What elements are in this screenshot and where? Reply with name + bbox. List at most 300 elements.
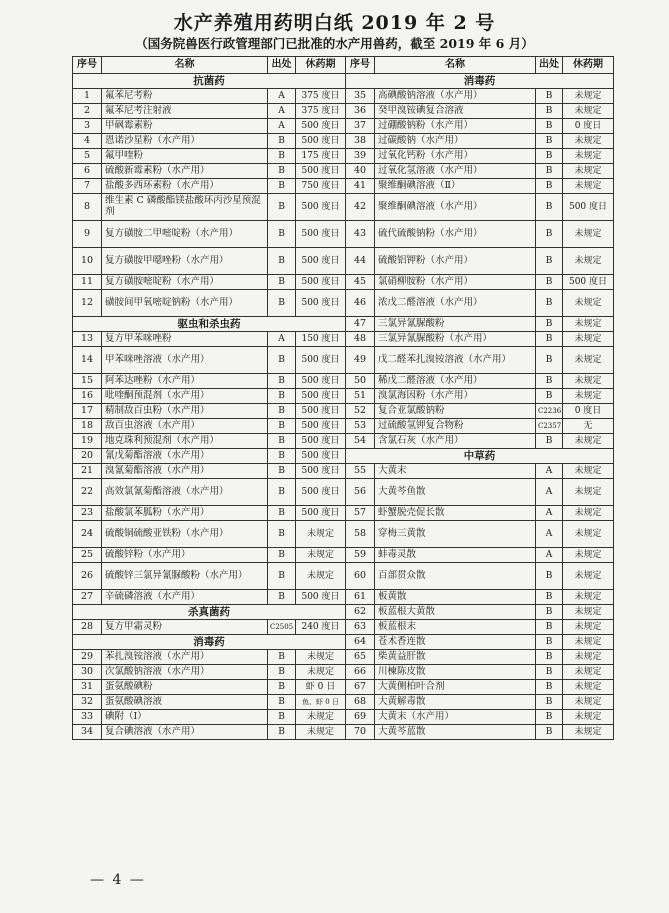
item-number: 33 — [73, 710, 102, 725]
source-code: A — [536, 506, 563, 521]
drug-name: 硫酸锌三氯异氰脲酸粉（水产用） — [102, 563, 268, 590]
source-code: B — [268, 179, 296, 194]
source-code: B — [536, 389, 563, 404]
drug-name: 硫代硫酸钠粉（水产用） — [375, 221, 536, 248]
withdrawal-period: 240 度日 — [296, 620, 346, 635]
withdrawal-period: 500 度日 — [296, 506, 346, 521]
table-row — [73, 248, 614, 275]
source-code: B — [536, 695, 563, 710]
drug-name: 复方甲霜灵粉 — [102, 620, 268, 635]
source-code: A — [268, 119, 296, 134]
drug-name: 溴氰菊酯溶液（水产用） — [102, 464, 268, 479]
item-number: 67 — [346, 680, 375, 695]
drug-name: 戊二醛苯扎溴铵溶液（水产用） — [375, 347, 536, 374]
withdrawal-period: 500 度日 — [296, 404, 346, 419]
item-number: 19 — [73, 434, 102, 449]
drug-name: 过硫酸氢钾复合物粉 — [375, 419, 536, 434]
withdrawal-period: 500 度日 — [296, 419, 346, 434]
item-number: 30 — [73, 665, 102, 680]
drug-name: 苍术香连散 — [375, 635, 536, 650]
table-row — [73, 725, 614, 740]
source-code: B — [536, 680, 563, 695]
source-code: C2505 — [268, 620, 296, 635]
item-number: 57 — [346, 506, 375, 521]
source-code: B — [268, 248, 296, 275]
drug-name: 硫酸新霉素粉（水产用） — [102, 164, 268, 179]
source-code: A — [536, 479, 563, 506]
item-number: 13 — [73, 332, 102, 347]
source-code: B — [268, 419, 296, 434]
table-row — [73, 590, 614, 605]
drug-name: 碘附（Ⅰ） — [102, 710, 268, 725]
drug-name: 苯扎溴铵溶液（水产用） — [102, 650, 268, 665]
drug-name: 蚌毒灵散 — [375, 548, 536, 563]
withdrawal-period: 未规定 — [563, 89, 614, 104]
withdrawal-period: 未规定 — [563, 104, 614, 119]
drug-name: 氟苯尼考注射液 — [102, 104, 268, 119]
drug-name: 地克珠利预混剂（水产用） — [102, 434, 268, 449]
item-number: 24 — [73, 521, 102, 548]
drug-name: 精制敌百虫粉（水产用） — [102, 404, 268, 419]
drug-name: 溴氯海因粉（水产用） — [375, 389, 536, 404]
withdrawal-period: 500 度日 — [296, 434, 346, 449]
withdrawal-period: 未规定 — [563, 605, 614, 620]
category-heading: 杀真菌药 — [73, 605, 346, 620]
table-row — [73, 464, 614, 479]
withdrawal-period: 175 度日 — [296, 149, 346, 164]
drug-name: 聚维酮碘溶液（水产用） — [375, 194, 536, 221]
item-number: 28 — [73, 620, 102, 635]
drug-name: 硫酸铝钾粉（水产用） — [375, 248, 536, 275]
item-number: 35 — [346, 89, 375, 104]
drug-name: 硫酸铜硫酸亚铁粉（水产用） — [102, 521, 268, 548]
source-code: A — [536, 548, 563, 563]
table-row — [73, 548, 614, 563]
withdrawal-period: 未规定 — [563, 506, 614, 521]
withdrawal-period: 未规定 — [563, 620, 614, 635]
drug-name: 川楝陈皮散 — [375, 665, 536, 680]
item-number: 4 — [73, 134, 102, 149]
source-code: B — [268, 404, 296, 419]
item-number: 47 — [346, 317, 375, 332]
source-code: C2236 — [536, 404, 563, 419]
item-number: 11 — [73, 275, 102, 290]
drug-table — [72, 56, 614, 740]
item-number: 6 — [73, 164, 102, 179]
drug-name: 穿梅三黄散 — [375, 521, 536, 548]
source-code: B — [536, 563, 563, 590]
table-row — [73, 635, 614, 650]
source-code: B — [536, 635, 563, 650]
withdrawal-period: 未规定 — [296, 563, 346, 590]
item-number: 69 — [346, 710, 375, 725]
item-number: 17 — [73, 404, 102, 419]
withdrawal-period: 375 度日 — [296, 89, 346, 104]
source-code: B — [536, 434, 563, 449]
item-number: 54 — [346, 434, 375, 449]
withdrawal-period: 无 — [563, 419, 614, 434]
item-number: 56 — [346, 479, 375, 506]
item-number: 50 — [346, 374, 375, 389]
header-no-right: 序号 — [346, 57, 375, 74]
withdrawal-period: 未规定 — [563, 134, 614, 149]
item-number: 23 — [73, 506, 102, 521]
drug-name: 大黄芩蓝散 — [375, 725, 536, 740]
table-row — [73, 521, 614, 548]
drug-name: 三氯异氰脲酸粉（水产用） — [375, 332, 536, 347]
drug-name: 复合亚氯酸钠粉 — [375, 404, 536, 419]
withdrawal-period: 500 度日 — [296, 464, 346, 479]
drug-name: 大黄侧柏叶合剂 — [375, 680, 536, 695]
header-no-left: 序号 — [73, 57, 102, 74]
source-code: B — [536, 275, 563, 290]
item-number: 65 — [346, 650, 375, 665]
item-number: 38 — [346, 134, 375, 149]
source-code: B — [268, 275, 296, 290]
item-number: 5 — [73, 149, 102, 164]
source-code: B — [536, 710, 563, 725]
item-number: 60 — [346, 563, 375, 590]
source-code: B — [536, 149, 563, 164]
table-row — [73, 434, 614, 449]
drug-name: 过碳酸钠（水产用） — [375, 134, 536, 149]
source-code: B — [536, 134, 563, 149]
drug-name: 癸甲溴铵碘复合溶液 — [375, 104, 536, 119]
source-code: B — [268, 590, 296, 605]
table-row — [73, 419, 614, 434]
drug-name: 维生素 C 磷酸酯镁盐酸环丙沙星预混剂 — [102, 194, 268, 221]
item-number: 61 — [346, 590, 375, 605]
table-row — [73, 563, 614, 590]
withdrawal-period: 未规定 — [563, 725, 614, 740]
source-code: A — [536, 521, 563, 548]
item-number: 32 — [73, 695, 102, 710]
drug-name: 三氯异氰脲酸粉 — [375, 317, 536, 332]
source-code: B — [536, 317, 563, 332]
source-code: B — [536, 89, 563, 104]
item-number: 45 — [346, 275, 375, 290]
withdrawal-period: 500 度日 — [296, 119, 346, 134]
withdrawal-period: 0 度日 — [563, 404, 614, 419]
withdrawal-period: 鱼、虾 0 日 — [296, 695, 346, 710]
drug-name: 浓戊二醛溶液（水产用） — [375, 290, 536, 317]
table-row — [73, 650, 614, 665]
drug-name: 甲砜霉素粉 — [102, 119, 268, 134]
withdrawal-period: 虾 0 日 — [296, 680, 346, 695]
source-code: B — [268, 221, 296, 248]
drug-name: 氰戊菊酯溶液（水产用） — [102, 449, 268, 464]
withdrawal-period: 未规定 — [563, 695, 614, 710]
table-row — [73, 374, 614, 389]
withdrawal-period: 500 度日 — [296, 347, 346, 374]
withdrawal-period: 未规定 — [563, 680, 614, 695]
table-row — [73, 680, 614, 695]
withdrawal-period: 未规定 — [563, 290, 614, 317]
withdrawal-period: 375 度日 — [296, 104, 346, 119]
drug-name: 板蓝根末 — [375, 620, 536, 635]
item-number: 48 — [346, 332, 375, 347]
table-row — [73, 179, 614, 194]
item-number: 20 — [73, 449, 102, 464]
withdrawal-period: 未规定 — [563, 248, 614, 275]
item-number: 3 — [73, 119, 102, 134]
drug-name: 大黄芩鱼散 — [375, 479, 536, 506]
source-code: B — [268, 710, 296, 725]
drug-name: 聚维酮碘溶液（Ⅱ） — [375, 179, 536, 194]
drug-name: 板蓝根大黄散 — [375, 605, 536, 620]
source-code: B — [536, 725, 563, 740]
drug-name: 复方磺胺嘧啶粉（水产用） — [102, 275, 268, 290]
table-row — [73, 221, 614, 248]
drug-name: 辛硫磷溶液（水产用） — [102, 590, 268, 605]
drug-name: 过氧化氢溶液（水产用） — [375, 164, 536, 179]
source-code: B — [268, 680, 296, 695]
drug-name: 磺胺间甲氧嘧啶钠粉（水产用） — [102, 290, 268, 317]
source-code: B — [536, 347, 563, 374]
item-number: 27 — [73, 590, 102, 605]
table-row — [73, 194, 614, 221]
source-code: B — [268, 134, 296, 149]
source-code: B — [268, 149, 296, 164]
table-row — [73, 74, 614, 89]
item-number: 26 — [73, 563, 102, 590]
item-number: 39 — [346, 149, 375, 164]
item-number: 43 — [346, 221, 375, 248]
drug-name: 氯硝柳胺粉（水产用） — [375, 275, 536, 290]
item-number: 55 — [346, 464, 375, 479]
withdrawal-period: 未规定 — [296, 665, 346, 680]
withdrawal-period: 500 度日 — [296, 374, 346, 389]
drug-name: 吡喹酮预混剂（水产用） — [102, 389, 268, 404]
withdrawal-period: 未规定 — [296, 548, 346, 563]
source-code: B — [536, 665, 563, 680]
item-number: 29 — [73, 650, 102, 665]
drug-name: 稀戊二醛溶液（水产用） — [375, 374, 536, 389]
page-subtitle: （国务院兽医行政管理部门已批准的水产用兽药，截至 2019 年 6 月） — [135, 36, 534, 51]
table-row — [73, 104, 614, 119]
item-number: 66 — [346, 665, 375, 680]
page-title: 水产养殖用药明白纸 2019 年 2 号 — [173, 12, 496, 34]
withdrawal-period: 500 度日 — [296, 389, 346, 404]
source-code: B — [268, 290, 296, 317]
table-row — [73, 275, 614, 290]
source-code: B — [268, 347, 296, 374]
withdrawal-period: 750 度日 — [296, 179, 346, 194]
table-row — [73, 347, 614, 374]
withdrawal-period: 未规定 — [563, 434, 614, 449]
withdrawal-period: 500 度日 — [296, 248, 346, 275]
source-code: B — [268, 434, 296, 449]
item-number: 52 — [346, 404, 375, 419]
header-name-left: 名称 — [102, 57, 268, 74]
source-code: C2357 — [536, 419, 563, 434]
table-row — [73, 695, 614, 710]
withdrawal-period: 未规定 — [563, 635, 614, 650]
category-heading: 消毒药 — [73, 635, 346, 650]
withdrawal-period: 未规定 — [563, 317, 614, 332]
table-row — [73, 119, 614, 134]
item-number: 64 — [346, 635, 375, 650]
drug-name: 恩诺沙星粉（水产用） — [102, 134, 268, 149]
source-code: B — [536, 620, 563, 635]
drug-name: 复合碘溶液（水产用） — [102, 725, 268, 740]
item-number: 25 — [73, 548, 102, 563]
withdrawal-period: 500 度日 — [296, 275, 346, 290]
table-row — [73, 317, 614, 332]
item-number: 31 — [73, 680, 102, 695]
table-row — [73, 89, 614, 104]
withdrawal-period: 未规定 — [563, 221, 614, 248]
withdrawal-period: 500 度日 — [563, 275, 614, 290]
drug-name: 复方甲苯咪唑粉 — [102, 332, 268, 347]
drug-name: 大黄解毒散 — [375, 695, 536, 710]
item-number: 7 — [73, 179, 102, 194]
source-code: B — [268, 194, 296, 221]
source-code: B — [536, 119, 563, 134]
drug-name: 高碘酸钠溶液（水产用） — [375, 89, 536, 104]
item-number: 68 — [346, 695, 375, 710]
table-header-row — [73, 57, 614, 74]
item-number: 16 — [73, 389, 102, 404]
source-code: B — [268, 725, 296, 740]
item-number: 10 — [73, 248, 102, 275]
drug-name: 蛋氨酸碘粉 — [102, 680, 268, 695]
category-heading: 抗菌药 — [73, 74, 346, 89]
drug-name: 过氧化钙粉（水产用） — [375, 149, 536, 164]
withdrawal-period: 500 度日 — [296, 290, 346, 317]
withdrawal-period: 500 度日 — [296, 194, 346, 221]
withdrawal-period: 未规定 — [563, 710, 614, 725]
source-code: B — [268, 164, 296, 179]
item-number: 42 — [346, 194, 375, 221]
source-code: A — [268, 332, 296, 347]
item-number: 58 — [346, 521, 375, 548]
item-number: 51 — [346, 389, 375, 404]
source-code: B — [536, 179, 563, 194]
source-code: B — [536, 290, 563, 317]
header-withdrawal-left: 休药期 — [296, 57, 346, 74]
item-number: 2 — [73, 104, 102, 119]
withdrawal-period: 未规定 — [563, 179, 614, 194]
withdrawal-period: 未规定 — [563, 548, 614, 563]
withdrawal-period: 未规定 — [563, 665, 614, 680]
item-number: 34 — [73, 725, 102, 740]
drug-name: 氟苯尼考粉 — [102, 89, 268, 104]
source-code: B — [536, 164, 563, 179]
drug-name: 盐酸多西环素粉（水产用） — [102, 179, 268, 194]
header-source-left: 出处 — [268, 57, 296, 74]
drug-name: 含氯石灰（水产用） — [375, 434, 536, 449]
source-code: B — [268, 389, 296, 404]
header-name-right: 名称 — [375, 57, 536, 74]
withdrawal-period: 未规定 — [563, 332, 614, 347]
source-code: B — [268, 650, 296, 665]
withdrawal-period: 未规定 — [296, 710, 346, 725]
drug-name: 过硼酸钠粉（水产用） — [375, 119, 536, 134]
withdrawal-period: 未规定 — [296, 650, 346, 665]
item-number: 62 — [346, 605, 375, 620]
source-code: A — [536, 464, 563, 479]
header-source-right: 出处 — [536, 57, 563, 74]
table-row — [73, 620, 614, 635]
source-code: B — [268, 506, 296, 521]
drug-name: 大黄末（水产用） — [375, 710, 536, 725]
table-row — [73, 134, 614, 149]
source-code: B — [536, 221, 563, 248]
drug-name: 甲苯咪唑溶液（水产用） — [102, 347, 268, 374]
source-code: B — [268, 449, 296, 464]
withdrawal-period: 500 度日 — [296, 479, 346, 506]
source-code: B — [268, 479, 296, 506]
withdrawal-period: 未规定 — [563, 563, 614, 590]
item-number: 18 — [73, 419, 102, 434]
drug-name: 复方磺胺二甲嘧啶粉（水产用） — [102, 221, 268, 248]
item-number: 22 — [73, 479, 102, 506]
withdrawal-period: 500 度日 — [296, 590, 346, 605]
source-code: B — [536, 590, 563, 605]
drug-name: 百部贯众散 — [375, 563, 536, 590]
withdrawal-period: 未规定 — [563, 521, 614, 548]
source-code: B — [536, 104, 563, 119]
drug-name: 大黄末 — [375, 464, 536, 479]
source-code: B — [268, 548, 296, 563]
source-code: A — [268, 104, 296, 119]
drug-name: 敌百虫溶液（水产用） — [102, 419, 268, 434]
item-number: 53 — [346, 419, 375, 434]
table-row — [73, 290, 614, 317]
source-code: B — [268, 665, 296, 680]
withdrawal-period: 未规定 — [563, 464, 614, 479]
withdrawal-period: 未规定 — [563, 479, 614, 506]
source-code: B — [536, 374, 563, 389]
item-number: 36 — [346, 104, 375, 119]
withdrawal-period: 0 度日 — [563, 119, 614, 134]
drug-name: 复方磺胺甲噁唑粉（水产用） — [102, 248, 268, 275]
category-heading: 中草药 — [346, 449, 614, 464]
item-number: 12 — [73, 290, 102, 317]
item-number: 37 — [346, 119, 375, 134]
item-number: 46 — [346, 290, 375, 317]
table-row — [73, 605, 614, 620]
drug-name: 板黄散 — [375, 590, 536, 605]
category-heading: 驱虫和杀虫药 — [73, 317, 346, 332]
withdrawal-period: 未规定 — [296, 725, 346, 740]
category-heading: 消毒药 — [346, 74, 614, 89]
source-code: B — [536, 332, 563, 347]
table-row — [73, 710, 614, 725]
drug-name: 虾蟹脱壳促长散 — [375, 506, 536, 521]
drug-name: 柴黄益肝散 — [375, 650, 536, 665]
header-withdrawal-right: 休药期 — [563, 57, 614, 74]
source-code: B — [536, 650, 563, 665]
withdrawal-period: 未规定 — [563, 374, 614, 389]
withdrawal-period: 500 度日 — [563, 194, 614, 221]
table-row — [73, 665, 614, 680]
withdrawal-period: 500 度日 — [296, 164, 346, 179]
withdrawal-period: 未规定 — [563, 650, 614, 665]
source-code: B — [536, 194, 563, 221]
source-code: B — [268, 464, 296, 479]
table-row — [73, 449, 614, 464]
table-row — [73, 332, 614, 347]
source-code: B — [268, 521, 296, 548]
withdrawal-period: 500 度日 — [296, 134, 346, 149]
item-number: 59 — [346, 548, 375, 563]
table-row — [73, 164, 614, 179]
item-number: 9 — [73, 221, 102, 248]
drug-name: 高效氯氰菊酯溶液（水产用） — [102, 479, 268, 506]
item-number: 1 — [73, 89, 102, 104]
